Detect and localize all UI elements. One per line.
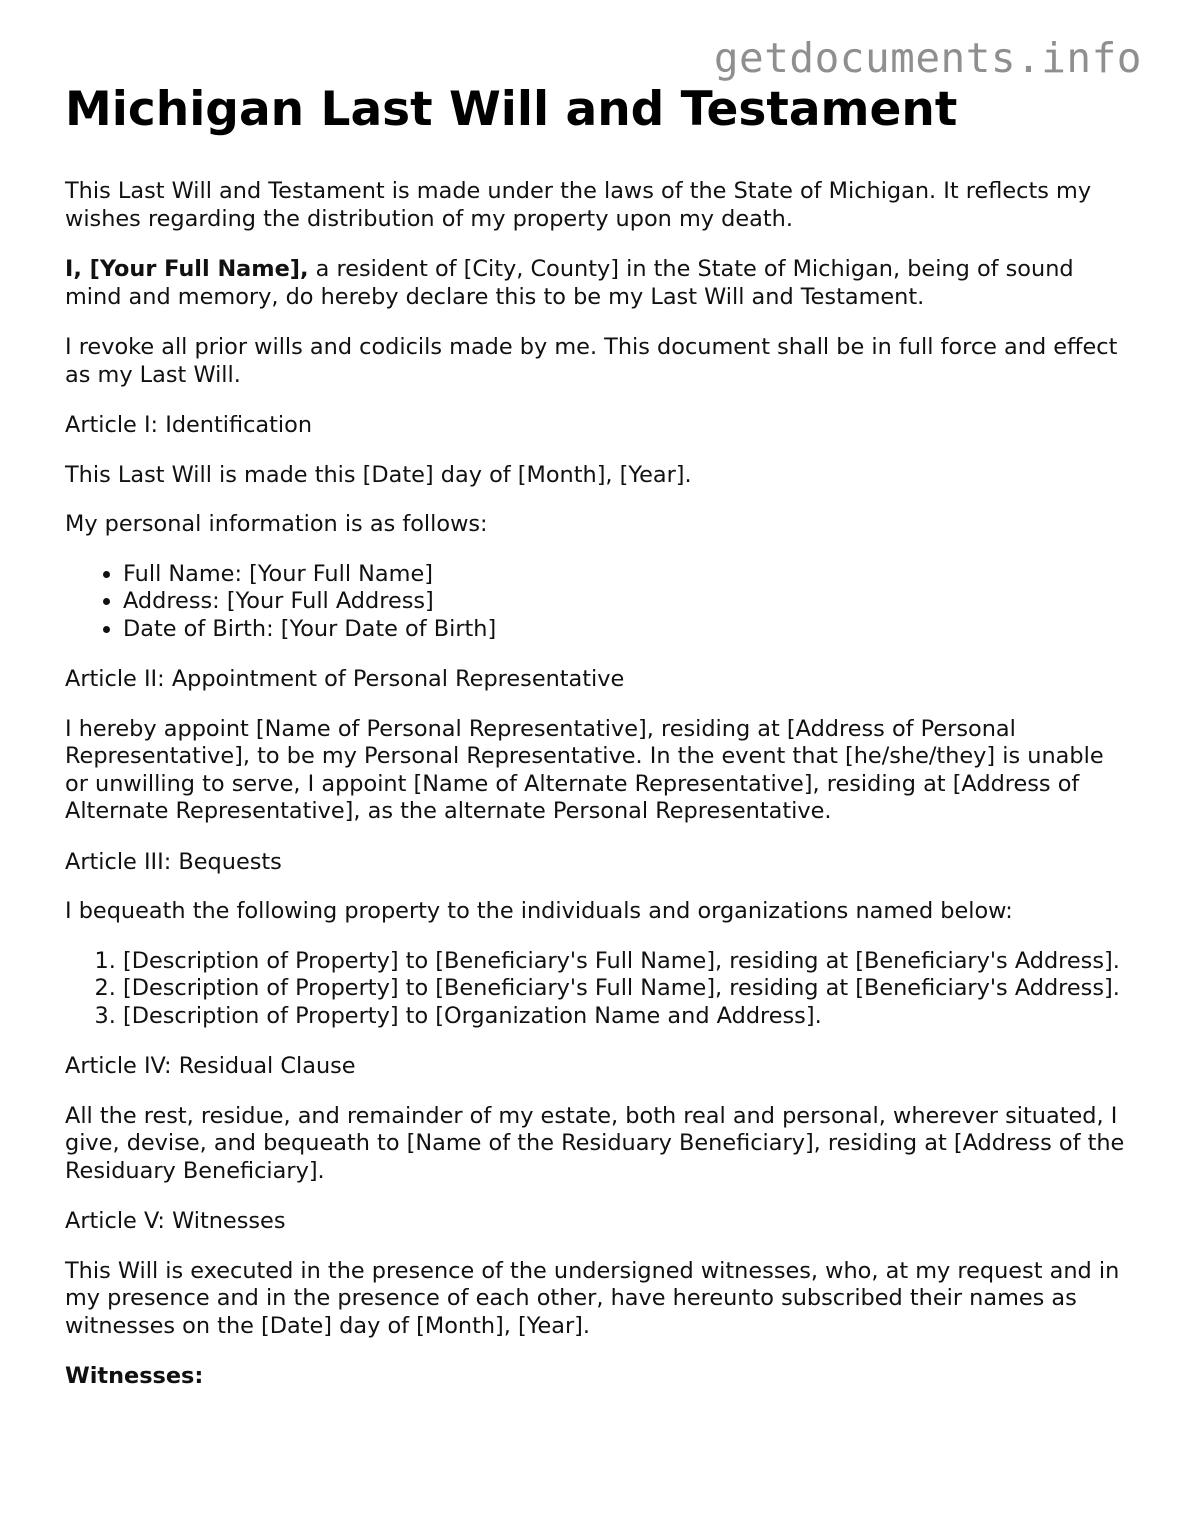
article-3-intro: I bequeath the following property to the individuals and organizations named below: bbox=[65, 898, 1013, 924]
article-1-date: This Last Will is made this [Date] day of [Month], [Year]. bbox=[65, 461, 692, 488]
article-2-heading: Article II: Appointment of Personal Representative bbox=[65, 666, 625, 692]
article-2-text: I hereby appoint [Name of Personal Representative], residing at [Address of Personal Representative], to be my Personal Representative. In the event that [he/she/they] is unable or unwilling to serve, I appoint [Name of Alternate Representative], residing at [Address of Alternate Representative], as the alternate Personal Representative. bbox=[65, 715, 1104, 824]
document-title: Michigan Last Will and Testament bbox=[65, 82, 958, 137]
list-item: 2. [Description of Property] to [Beneficiary's Full Name], residing at [Beneficiary's Address]. bbox=[123, 975, 1125, 1003]
personal-info-list bbox=[65, 561, 1125, 644]
personal-info-intro: My personal information is as follows: bbox=[65, 511, 488, 537]
witnesses-label: Witnesses: bbox=[65, 1363, 204, 1389]
document-page bbox=[65, 82, 1125, 1391]
list-item: • Address: [Your Full Address] bbox=[123, 588, 1125, 616]
declaration-text: a resident of [City, County] in the State of Michigan, being of sound mind and memory, do hereby declare this to be my Last Will and Testament. bbox=[65, 256, 1074, 310]
article-5-heading: Article V: Witnesses bbox=[65, 1208, 286, 1234]
declarant-name: I, [Your Full Name], bbox=[65, 256, 309, 282]
list-item: • Date of Birth: [Your Date of Birth] bbox=[123, 616, 1125, 644]
watermark: getdocuments.info bbox=[713, 34, 1142, 82]
revocation-paragraph: I revoke all prior wills and codicils made by me. This document shall be in full force and effect as my Last Will. bbox=[65, 334, 1118, 388]
list-item: • Full Name: [Your Full Name] bbox=[123, 561, 1125, 589]
article-4-text: All the rest, residue, and remainder of my estate, both real and personal, wherever situated, I give, devise, and bequeath to [Name of the Residuary Beneficiary], residing at [Address of the Residuary Beneficiary]. bbox=[65, 1102, 1125, 1184]
article-4-heading: Article IV: Residual Clause bbox=[65, 1053, 356, 1079]
article-5-text: This Will is executed in the presence of the undersigned witnesses, who, at my request and in my presence and in the presence of each other, have hereunto subscribed their names as witnesses on the [Date] day of [Month], [Year]. bbox=[65, 1257, 1120, 1339]
article-1-heading: Article I: Identification bbox=[65, 412, 313, 438]
intro-paragraph: This Last Will and Testament is made under the laws of the State of Michigan. It reflects my wishes regarding the distribution of my property upon my death. bbox=[65, 178, 1092, 232]
article-3-heading: Article III: Bequests bbox=[65, 848, 282, 875]
bequests-list bbox=[65, 948, 1125, 1031]
list-item: 3. [Description of Property] to [Organization Name and Address]. bbox=[123, 1003, 1125, 1031]
list-item: 1. [Description of Property] to [Beneficiary's Full Name], residing at [Beneficiary's Address]. bbox=[123, 948, 1125, 976]
declaration-paragraph bbox=[65, 256, 1125, 311]
